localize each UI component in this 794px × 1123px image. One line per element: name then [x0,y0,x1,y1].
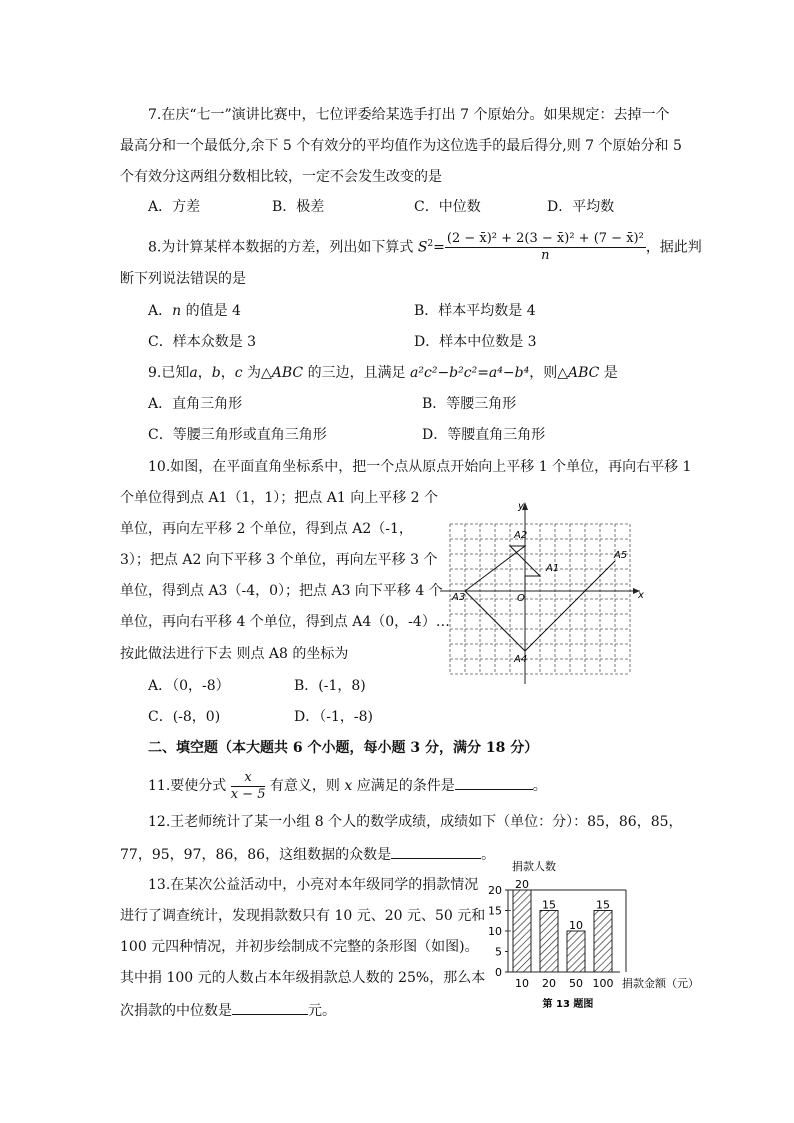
chart-y-tick-label: 15 [488,904,502,918]
q11-mid: 有意义，则 [265,778,345,794]
origin-label: O [517,593,525,604]
chart-y-tick-label: 5 [495,945,502,959]
q8-option-c: C．样本众数是 3 [148,334,257,350]
q8-line2: 断下列说法错误的是 [120,271,246,287]
chart-data-label: 20 [515,878,529,891]
chart-caption: 第 13 题图 [542,999,594,1010]
q9-comma1: ， [197,365,212,381]
q9-p2: 为△ [242,365,272,381]
q11-pre: 11.要使分式 [148,778,231,794]
q8-variance-fraction [445,231,646,264]
q12-answer-blank[interactable] [391,844,481,859]
chart-marks [488,859,699,1010]
q10-option-c: C．(-8，0) [148,709,221,725]
q11-line [148,768,547,804]
chart-data-label: 15 [542,898,556,912]
q13-line3: 100 元四种情况，并初步绘制成不完整的条形图（如图)。 [120,939,479,955]
q11-numerator: x [231,770,266,787]
q9-p1: 9.已知 [148,365,190,381]
q10-option-d: D．（-1，-8) [294,709,373,725]
q13-answer-blank[interactable] [232,1000,308,1015]
q9-formula: a²c²−b²c²=a⁴−b⁴ [410,365,530,381]
q9-p3: 的三边，且满足 [303,365,411,381]
q9-p5: 是 [599,365,618,381]
y-label: y [518,501,524,512]
a3-label: A3 [452,592,466,603]
q10-line6: 单位，再向右平移 4 个单位，得到点 A4（0，-4）… [120,614,450,630]
x-label: x [638,590,644,601]
chart-x-tick-label: 10 [515,977,529,990]
q10-option-b: B．(-1，8) [294,678,366,694]
chart-bar [513,890,531,972]
q13-line1: 13.在某次公益活动中，小亮对本年级同学的捐款情况 [148,877,479,893]
q10-coordinate-graph [440,494,650,694]
q13-text: 次捐款的中位数是 [120,1003,232,1019]
chart-x-tick-label: 20 [542,977,556,990]
q10-line3: 单位，再向左平移 2 个单位，得到点 A2（-1， [120,521,413,537]
chart-bar [594,911,612,973]
q12-line1: 12.王老师统计了某一小组 8 个人的数学成绩，成绩如下（单位：分）：85，86，85， [148,814,683,830]
q10-line2: 个单位得到点 A1（1，1）；把点 A1 向上平移 2 个 [120,490,439,506]
a5-label: A5 [614,550,628,561]
chart-x-tick-label: 100 [592,977,614,990]
q7-option-b: B．极差 [272,199,325,215]
q8-a-label: A． [148,303,173,319]
q9-option-b: B．等腰三角形 [422,396,517,412]
q8-line1 [148,226,702,266]
q8-s-exp: 2 [427,239,434,249]
q7-option-c: C．中位数 [414,199,481,215]
q8-denominator: n [541,248,550,264]
q9-abc: ABC [271,365,304,381]
graph-grid [450,524,630,674]
q13-line5 [120,1000,336,1020]
q12-end: 。 [481,847,496,863]
q9-option-a: A．直角三角形 [148,396,243,412]
q11-denominator: x − 5 [230,786,266,802]
q7-line2: 最高分和一个最低分,余下 5 个有效分的平均值作为这位选手的最后得分,则 7 个原始分和 5 [120,138,682,154]
q8-s: S [417,239,428,256]
a2-label: A2 [514,530,528,541]
chart-bar [567,931,585,972]
chart-y-tick-label: 10 [488,925,502,938]
chart-y-tick-label: 20 [488,884,502,897]
q10-line1: 10.如图，在平面直角坐标系中，把一个点从原点开始向上平移 1 个单位，再向右平移 1 [148,459,692,475]
q8-option-b: B．样本平均数是 4 [414,303,536,319]
q10-line4: 3）；把点 A2 向下平移 3 个单位，再向左平移 3 个 [120,552,438,568]
q9-b: b [211,365,221,381]
q9-option-c: C．等腰三角形或直角三角形 [148,427,327,443]
chart-y-tick-label: 0 [495,966,502,979]
chart-y-axis-label: 捐款人数 [512,860,556,873]
q9-c: c [234,365,243,381]
q9-comma2: ， [220,365,235,381]
q8-a-text: 的值是 4 [181,303,241,319]
a4-label: A4 [514,654,528,665]
chart-bar [540,911,558,973]
a1-label: A1 [546,563,560,574]
q10-line5: 单位，得到点 A3（-4，0）；把点 A3 向下平移 4 个 [120,583,443,599]
chart-data-label: 10 [569,919,583,932]
q11-x: x [344,778,353,794]
chart-x-tick-label: 50 [569,977,583,990]
section2-title: 二、填空题（本大题共 6 个小题，每小题 3 分，满分 18 分） [148,740,539,756]
q8-lead: 8.为计算某样本数据的方差，列出如下算式 [148,239,418,256]
chart-data-label: 15 [596,898,610,912]
q13-line2: 进行了调查统计，发现捐款数只有 10 元、20 元、50 元和 [120,908,486,924]
q9-line1 [148,364,618,382]
q11-end: 。 [532,778,547,794]
q11-post: 应满足的条件是 [352,778,455,794]
q12-line2 [120,844,495,864]
q13-line4: 其中捐 100 元的人数占本年级捐款总人数的 25%，那么本 [120,970,486,986]
q7-line3: 个有效分这两组分数相比较，一定不会发生改变的是 [120,169,442,185]
q13-end: 元。 [308,1003,336,1019]
q7-option-d: D．平均数 [547,199,615,215]
q7-line1: 7.在庆“七一”演讲比赛中，七位评委给某选手打出 7 个原始分。如果规定：去掉一个 [148,107,670,123]
q8-a-n: n [172,303,182,319]
q9-option-d: D．等腰直角三角形 [422,427,546,443]
q8-option-a [148,302,241,320]
q8-option-d: D．样本中位数是 3 [414,334,537,350]
q8-numerator: (2 − x̄)² + 2(3 − x̄)² + (7 − x̄)² [446,231,644,247]
q9-abc2: ABC [567,365,600,381]
q13-bar-chart [476,856,706,1018]
q10-option-a: A．（0，-8） [148,678,230,694]
q7-option-a: A．方差 [148,199,201,215]
q12-text: 77，95，97，86，86，这组数据的众数是 [120,847,392,863]
q8-eq: = [433,239,445,256]
q8-tail: ，据此判 [645,239,702,256]
q11-answer-blank[interactable] [455,775,533,790]
q9-p4: ，则△ [529,365,568,381]
chart-x-axis-label: 捐款金额（元） [622,977,699,990]
q9-a: a [189,365,198,381]
q11-fraction [231,770,266,803]
q10-line7: 按此做法进行下去 则点 A8 的坐标为 [120,646,349,662]
